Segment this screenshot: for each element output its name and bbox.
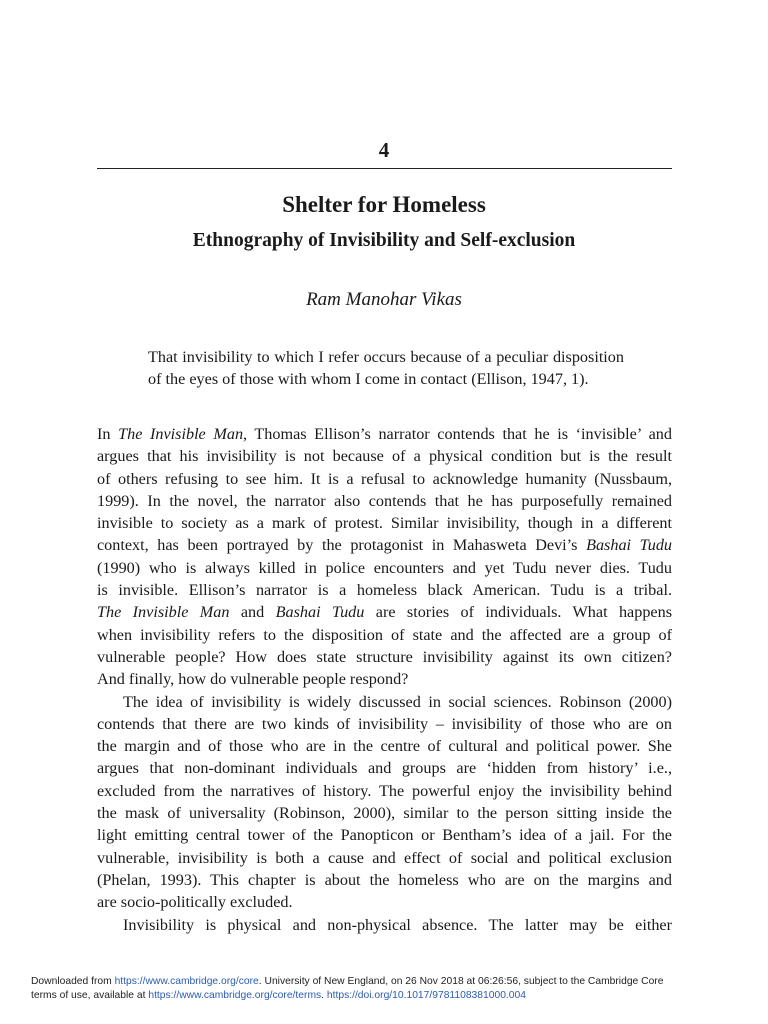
chapter-author: Ram Manohar Vikas [306,289,462,310]
body-text-run: vulnerable, invisibility is both a cause and effect of social and political exclusion [97,848,672,867]
body-text-run: argues that non-dominant individuals and groups are ‘hidden from history’ i.e., [97,759,672,778]
body-text-run: invisible to society as a mark of protest. Similar invisibility, though in a different [97,514,672,533]
chapter-rule [97,168,672,169]
footer-text: . University of New England, on 26 Nov 2018 at 06:26:56, subject to the Cambridge Core [258,976,664,987]
body-line [97,847,672,869]
body-line [97,735,672,757]
body-text-run: vulnerable people? How does state structure invisibility against its own citizen? [97,647,672,666]
terms-link[interactable]: https://www.cambridge.org/core/terms [148,990,322,1001]
body-line [97,534,672,556]
body-line [97,780,672,802]
italic-title: The Invisible Man [97,603,230,622]
italic-title: Bashai Tudu [275,603,365,622]
body-line [97,757,672,779]
body-line [97,869,672,891]
body-text-run: the mask of universality (Robinson, 2000), similar to the person sitting inside the [97,804,672,823]
body-text-run: and [229,603,276,622]
footer-line-2 [31,989,741,1003]
doi-link[interactable]: https://doi.org/10.1017/9781108381000.004 [326,990,526,1001]
body-line [97,914,672,936]
body-text-run: are socio-politically excluded. [97,893,293,912]
chapter-subtitle: Ethnography of Invisibility and Self-exclusion [192,230,576,251]
body-line [97,423,672,445]
body-text-run: contends that there are two kinds of invisibility – invisibility of those who are on [97,714,672,733]
italic-title: Bashai Tudu [586,536,673,555]
body-line [97,468,672,490]
body-text-run: 1999). In the novel, the narrator also contends that he has purposefully remained [97,491,672,510]
body-line [97,490,672,512]
footer-text: Downloaded from [31,976,115,987]
body-text-run: argues that his invisibility is not because of a physical condition but is the result [97,447,672,466]
body-line [97,579,672,601]
italic-title: The Invisible Man [118,425,244,443]
footer-text: terms of use, available at [31,990,149,1001]
body-text [97,423,672,936]
cambridge-core-link[interactable]: https://www.cambridge.org/core [114,976,259,987]
download-footer [31,975,741,1003]
body-line [97,624,672,646]
body-text-run: is invisible. Ellison’s narrator is a homeless black American. Tudu is a tribal. [97,581,672,600]
body-text-run: excluded from the narratives of history. The powerful enjoy the invisibility behind [97,781,672,800]
footer-text: . [321,990,327,1001]
body-text-run: the margin and of those who are in the centre of cultural and political power. She [97,737,672,756]
body-text-run: are stories of individuals. What happens [364,603,672,622]
epigraph: That invisibility to which I refer occurs because of a peculiar disposition of the eyes of those with whom I come in contact (Ellison, 1947, 1). [148,348,624,389]
chapter-title: Shelter for Homeless [282,192,486,217]
body-line [97,691,672,713]
body-text-run: In [97,425,119,443]
body-line [97,891,672,913]
body-text-run: (Phelan, 1993). This chapter is about the homeless who are on the margins and [97,870,672,889]
body-text-run: of others refusing to see him. It is a refusal to acknowledge humanity (Nussbaum, [97,469,672,488]
body-line [97,802,672,824]
body-text-run: context, has been portrayed by the protagonist in Mahasweta Devi’s [97,536,587,555]
body-line [97,512,672,534]
body-line [97,668,672,690]
body-line [97,445,672,467]
body-line [97,601,672,623]
body-text-run: And finally, how do vulnerable people respond? [97,670,409,689]
footer-line-1 [31,975,741,989]
body-line [97,557,672,579]
body-line [97,824,672,846]
chapter-number: 4 [378,138,390,162]
body-text-run: Invisibility is physical and non-physical absence. The latter may be either [123,915,672,934]
body-text-run: light emitting central tower of the Panopticon or Bentham’s idea of a jail. For the [97,826,672,845]
body-text-run: , Thomas Ellison’s narrator contends that he is ‘invisible’ and [243,425,672,443]
body-text-run: (1990) who is always killed in police encounters and yet Tudu never dies. Tudu [97,558,672,577]
body-line [97,646,672,668]
body-line [97,713,672,735]
body-text-run: The idea of invisibility is widely discussed in social sciences. Robinson (2000) [123,692,672,711]
body-text-run: when invisibility refers to the disposition of state and the affected are a group of [97,625,672,644]
